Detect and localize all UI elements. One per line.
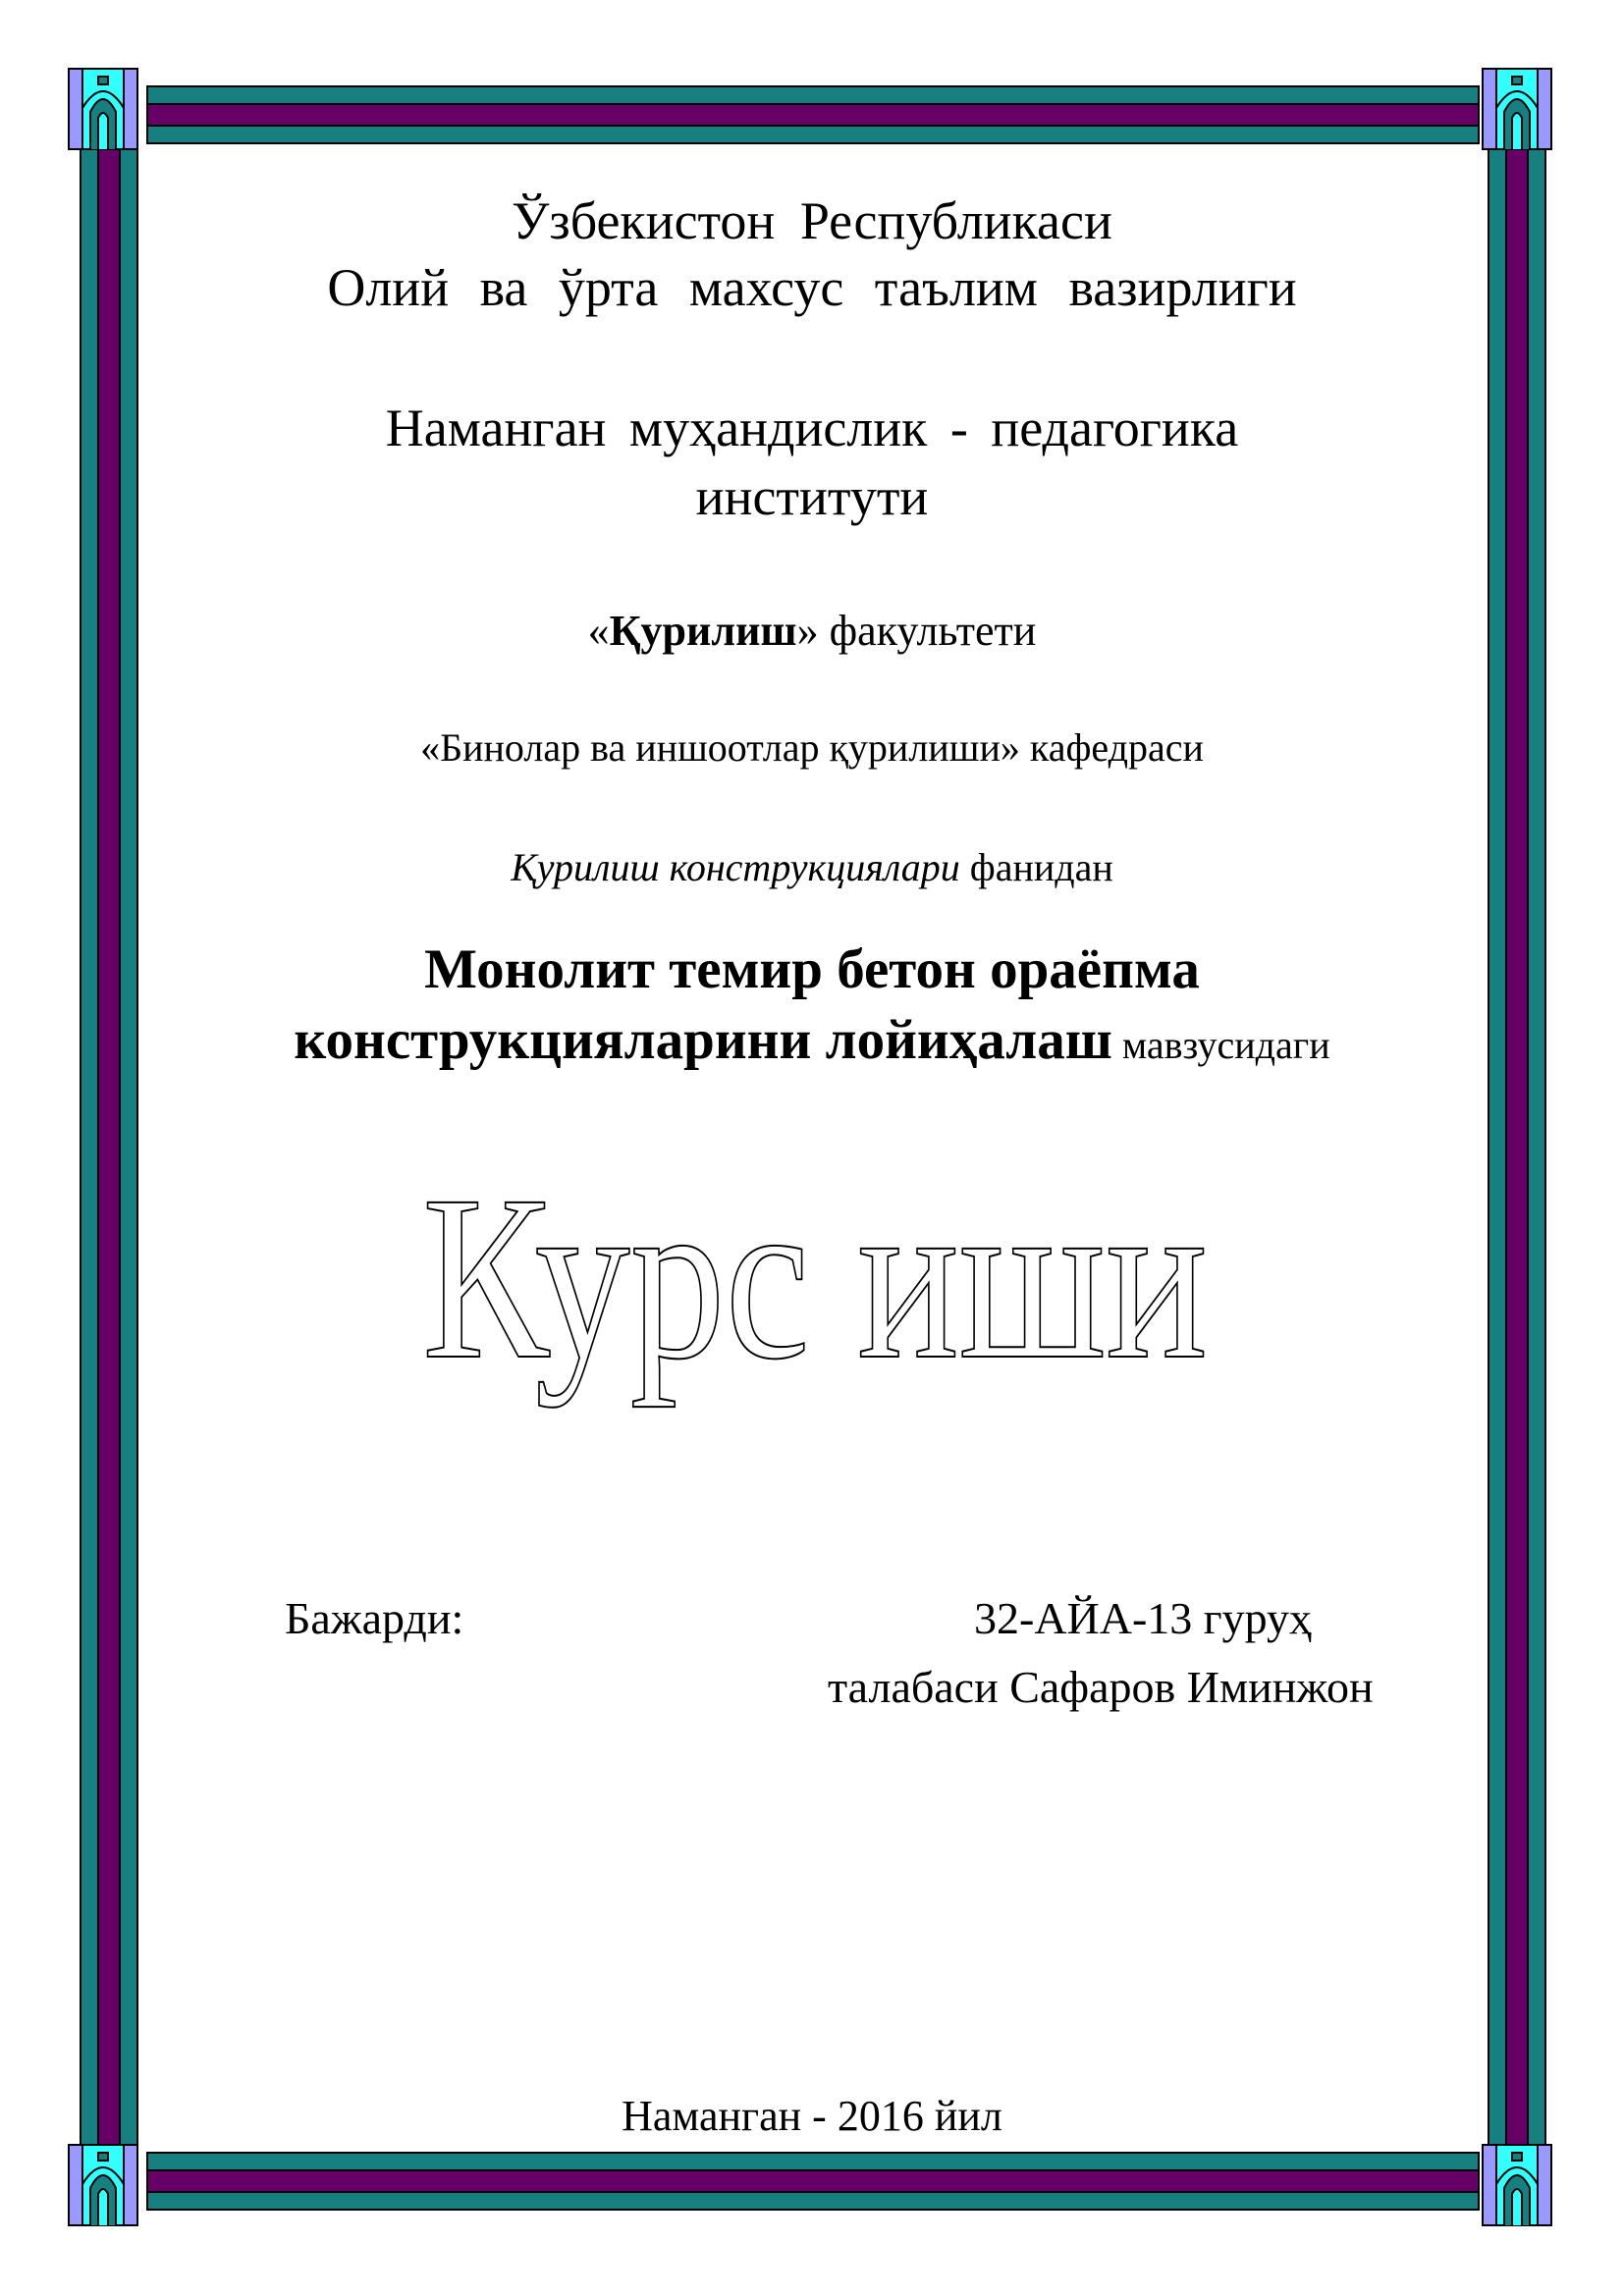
faculty-name: Қурилиш bbox=[609, 607, 797, 655]
author-label: Бажарди: bbox=[285, 1593, 464, 1643]
author-group: 32-АЙА-13 гуруҳ bbox=[974, 1593, 1313, 1643]
republic-heading: Ўзбекистон Республикаси bbox=[512, 191, 1112, 250]
ministry-heading: Олий ва ўрта махсус таълим вазирлиги bbox=[327, 258, 1297, 317]
topic-line2 bbox=[167, 1008, 1457, 1072]
faculty-open-quote: « bbox=[587, 607, 610, 655]
subject-name: Қурилиш конструкциялари bbox=[511, 845, 960, 889]
topic-line1: Монолит темир бетон ораёпма bbox=[424, 938, 1200, 1000]
footer-city-year: Наманган - 2016 йил bbox=[622, 2092, 1002, 2140]
faculty-line bbox=[167, 606, 1457, 656]
subject-line bbox=[167, 844, 1457, 890]
title-page-content bbox=[167, 167, 1457, 2140]
course-work-title-text: Курс иши bbox=[422, 1147, 1208, 1408]
faculty-suffix: факультети bbox=[818, 607, 1037, 655]
course-work-title bbox=[403, 1147, 1227, 1415]
institute-heading-line2: институти bbox=[695, 467, 929, 526]
institute-heading-line1: Наманган муҳандислик - педагогика bbox=[385, 399, 1239, 457]
subject-suffix: фанидан bbox=[959, 845, 1113, 889]
author-student: талабаси Сафаров Иминжон bbox=[828, 1662, 1374, 1712]
faculty-close-quote: » bbox=[796, 607, 819, 655]
topic-line2-bold: конструкцияларини лойиҳалаш bbox=[294, 1009, 1112, 1071]
topic-line2-suffix: мавзусидаги bbox=[1111, 1023, 1330, 1067]
department-line: «Бинолар ва иншоотлар қурилиши» кафедраси bbox=[420, 725, 1204, 770]
